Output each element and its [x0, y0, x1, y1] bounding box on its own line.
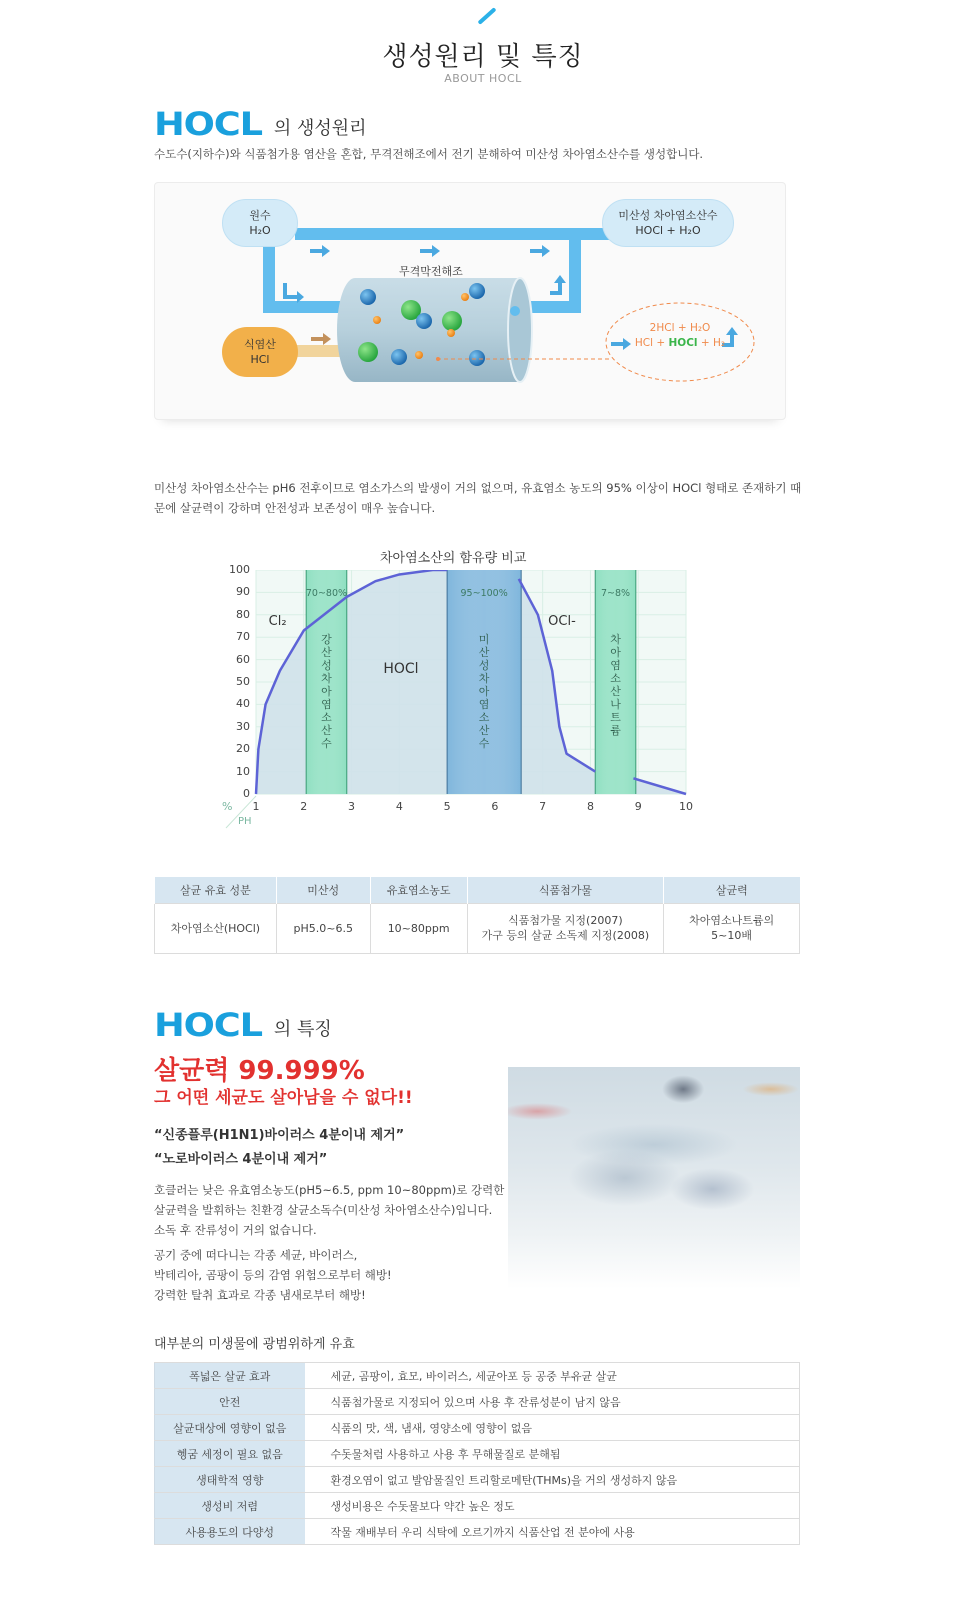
x-axis-label: PH: [238, 816, 252, 827]
table-row: [155, 1415, 800, 1441]
feature-value: 식품첨가물로 지정되어 있으며 사용 후 잔류성분이 남지 않음: [305, 1389, 800, 1415]
feature-value: 식품의 맛, 색, 냄새, 영양소에 영향이 없음: [305, 1415, 800, 1441]
electrolysis-cell-label: 무격막전해조: [399, 265, 463, 278]
feature-key: 폭넓은 살균 효과: [155, 1363, 305, 1389]
x-tick-label: 5: [443, 800, 451, 813]
electrolysis-diagram: [154, 182, 786, 420]
feature-key: 사용용도의 다양성: [155, 1519, 305, 1545]
hocl-logo: HOCL: [154, 105, 262, 143]
sterilization-subheadline: 그 어떤 세균도 살아남을 수 없다!!: [154, 1088, 413, 1108]
table-row: [155, 903, 800, 953]
page-title: 생성원리 및 특징: [382, 42, 584, 72]
feature-key: 안전: [155, 1389, 305, 1415]
features-paragraph-2: [154, 1245, 392, 1305]
x-tick-label: 1: [252, 800, 260, 813]
region-label: OCl-: [548, 613, 576, 629]
cell-line: 차아염소나트륨의: [689, 914, 775, 927]
feature-value: 생성비용은 수돗물보다 약간 높은 정도: [305, 1493, 800, 1519]
x-tick-label: 7: [539, 800, 547, 813]
acid-label: 식염산: [244, 338, 276, 351]
x-tick-label: 2: [300, 800, 308, 813]
raw-water-label: 원수: [249, 209, 271, 222]
cell: [467, 903, 664, 953]
reaction-part: HCl +: [634, 337, 669, 349]
band-range-label: 95~100%: [460, 588, 508, 600]
product-label: 미산성 차아염소산수: [618, 209, 718, 222]
reaction-equation: [615, 321, 745, 351]
cell: [664, 903, 800, 953]
col-header: 미산성: [276, 877, 370, 903]
table-row: [155, 1493, 800, 1519]
col-header: 살균력: [664, 877, 800, 903]
features-paragraph-1: [154, 1180, 504, 1240]
chart-title: 차아염소산의 함유량 비교: [380, 551, 527, 566]
reaction-line-2: [615, 336, 745, 351]
band-label: 미산성 차아염소산수: [478, 632, 490, 750]
raw-water-node: [222, 199, 298, 247]
reaction-hocl: HOCl: [668, 337, 698, 349]
cell-line: 5~10배: [711, 929, 753, 942]
x-tick-label: 3: [348, 800, 356, 813]
hocl-logo: HOCL: [154, 1006, 262, 1044]
comparison-table: [154, 877, 800, 954]
x-tick-label: 10: [679, 800, 693, 813]
table-row: [155, 1363, 800, 1389]
y-tick-label: 10: [236, 764, 250, 778]
features-table: [154, 1362, 800, 1545]
x-tick-label: 4: [395, 800, 403, 813]
raw-water-formula: H₂O: [249, 224, 271, 237]
page-subtitle: ABOUT HOCL: [444, 72, 522, 85]
product-node: [602, 199, 734, 247]
table-row: [155, 1467, 800, 1493]
feature-value: 작물 재배부터 우리 식탁에 오르기까지 식품산업 전 분야에 사용: [305, 1519, 800, 1545]
y-tick-label: 70: [236, 630, 250, 644]
water-splash-image: [508, 1067, 800, 1289]
acid-node: [222, 327, 298, 377]
y-tick-label: 30: [236, 719, 250, 733]
col-header: 식품첨가물: [467, 877, 664, 903]
acid-formula: HCl: [250, 353, 270, 366]
cell-line: 식품첨가물 지정(2007): [508, 914, 623, 927]
feature-value: 환경오염이 없고 발암물질인 트리할로메탄(THMs)을 거의 생성하지 않음: [305, 1467, 800, 1493]
y-tick-label: 80: [236, 607, 250, 621]
quote-h1n1: “신종플루(H1N1)바이러스 4분이내 제거”: [154, 1128, 405, 1143]
y-tick-label: 60: [236, 652, 250, 666]
text-line: 호클러는 낮은 유효염소농도(pH5~6.5, ppm 10~80ppm)로 강력한: [154, 1183, 505, 1197]
cell: 차아염소산(HOCl): [155, 903, 277, 953]
table-row: [155, 1441, 800, 1467]
reaction-part: + H₂: [697, 337, 726, 349]
col-header: 살균 유효 성분: [155, 877, 277, 903]
y-tick-label: 20: [236, 742, 250, 756]
x-tick-label: 8: [586, 800, 594, 813]
y-tick-label: 50: [236, 675, 250, 688]
y-tick-label: 40: [236, 697, 250, 711]
table-row: [155, 1389, 800, 1415]
sterilization-headline: 살균력 99.999%: [154, 1056, 365, 1086]
section-heading: 의 특징: [273, 1019, 332, 1040]
band-range-label: 70~80%: [305, 588, 348, 600]
principle-section-title: [154, 105, 367, 143]
product-formula: HOCl + H₂O: [635, 224, 701, 237]
region-label: Cl₂: [268, 613, 287, 629]
y-tick-label: 90: [236, 585, 250, 599]
text-line: 박테리아, 곰팡이 등의 감염 위험으로부터 해방!: [154, 1268, 392, 1282]
cell: pH5.0~6.5: [276, 903, 370, 953]
features-table-title: 대부분의 미생물에 광범위하게 유효: [154, 1337, 355, 1352]
y-tick-label: 0: [243, 787, 250, 800]
cell-line: 가구 등의 살균 소독제 지정(2008): [481, 929, 650, 942]
text-line: 살균력을 발휘하는 친환경 살균소독수(미산성 차아염소산수)입니다.: [154, 1203, 493, 1217]
text-line: 강력한 탈취 효과로 각종 냄새로부터 해방!: [154, 1288, 366, 1302]
decorative-stroke-icon: [477, 7, 496, 25]
quote-norovirus: “노로바이러스 4분이내 제거”: [154, 1152, 328, 1167]
section-heading: 의 생성원리: [273, 118, 367, 139]
feature-value: 세균, 곰팡이, 효모, 바이러스, 세균아포 등 공중 부유균 살균: [305, 1363, 800, 1389]
text-line: 공기 중에 떠다니는 각종 세균, 바이러스,: [154, 1248, 358, 1262]
region-label: HOCl: [383, 660, 419, 677]
col-header: 유효염소농도: [370, 877, 467, 903]
text-line: 소독 후 잔류성이 거의 없습니다.: [154, 1223, 317, 1237]
feature-key: 생성비 저렴: [155, 1493, 305, 1519]
feature-key: 헹굼 세정이 필요 없음: [155, 1441, 305, 1467]
feature-key: 살균대상에 영향이 없음: [155, 1415, 305, 1441]
principle-description: 수도수(지하수)와 식품첨가용 염산을 혼합, 무격전해조에서 전기 분해하여 미산성 차아염소산수를 생성합니다.: [154, 147, 704, 161]
reaction-line-1: 2HCl + H₂O: [649, 322, 711, 334]
band-label: 차아염소산나트륨: [610, 632, 621, 737]
y-axis-label: %: [222, 800, 233, 813]
band-range-label: 7~8%: [600, 588, 631, 600]
band-label: 강산성 차아염소산수: [321, 632, 332, 750]
principle-paragraph: 미산성 차아염소산수는 pH6 전후이므로 염소가스의 발생이 거의 없으며, 유효염소 농도의 95% 이상이 HOCl 형태로 존재하기 때문에 살균력이 강하며 안전성과 보존성이 매우 높습니다.: [154, 481, 802, 515]
feature-key: 생태학적 영향: [155, 1467, 305, 1493]
feature-value: 수돗물처럼 사용하고 사용 후 무해물질로 분해됨: [305, 1441, 800, 1467]
x-tick-label: 9: [634, 800, 642, 813]
table-row: [155, 1519, 800, 1545]
y-tick-label: 100: [229, 563, 250, 576]
features-section-title: [154, 1006, 332, 1044]
hocl-content-chart: [204, 563, 724, 850]
x-tick-label: 6: [491, 800, 499, 813]
cell: 10~80ppm: [370, 903, 467, 953]
